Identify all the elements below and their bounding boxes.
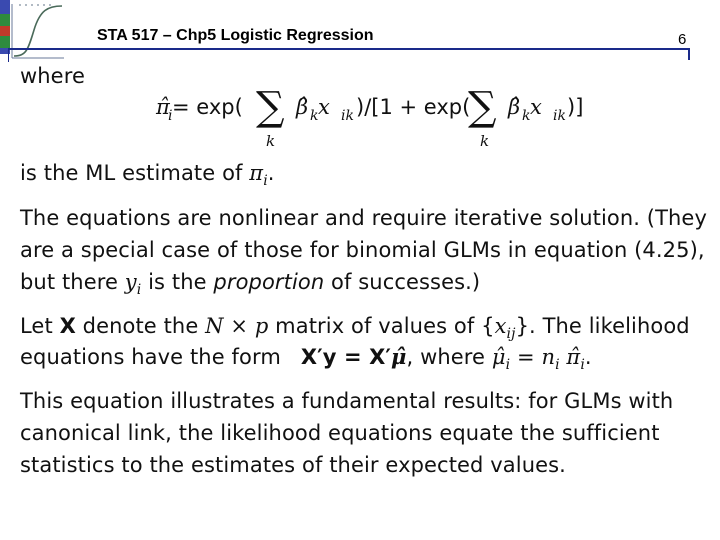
para3-denote: denote the bbox=[75, 314, 206, 338]
para3-pihat-sub: i bbox=[580, 357, 585, 374]
ml-estimate-line bbox=[20, 157, 275, 197]
para3-let: Let bbox=[20, 314, 60, 338]
formula-x-2: x bbox=[530, 95, 542, 119]
para2-line2: are a special case of those for binomial GLMs in equation (4.25), bbox=[20, 238, 705, 262]
para2-y-sub: i bbox=[136, 282, 142, 299]
para3-eq-lhs: X′y = X′ bbox=[300, 345, 392, 369]
formula-equals-exp: = exp( bbox=[172, 95, 243, 119]
para3-x: x bbox=[494, 314, 507, 338]
formula-beta-sub-1: k bbox=[310, 108, 319, 124]
para2-y: y bbox=[124, 270, 137, 294]
formula-beta-sub-2: k bbox=[522, 108, 531, 124]
para3-muhat: μ̂ bbox=[491, 345, 506, 369]
para3-N: N bbox=[205, 314, 224, 338]
para3-times: × bbox=[223, 314, 255, 338]
ml-prefix: is the ML estimate of bbox=[20, 161, 250, 185]
header-rule bbox=[8, 48, 690, 50]
formula-sum-index-1: k bbox=[266, 132, 276, 150]
para3-where: , where bbox=[406, 345, 492, 369]
formula-close: )] bbox=[567, 95, 584, 119]
para3-pihat: π̂ bbox=[559, 345, 581, 369]
page-number: 6 bbox=[678, 31, 687, 48]
formula-beta-1: β̂ bbox=[296, 95, 309, 119]
para2-line3-a: but there bbox=[20, 270, 125, 294]
para3-line2 bbox=[20, 341, 592, 381]
formula-x-sub-2: ik bbox=[553, 108, 566, 124]
formula-pihat-sub: i bbox=[168, 108, 173, 124]
where-label: where bbox=[20, 64, 85, 88]
para4-line3: statistics to the estimates of their expected values. bbox=[20, 453, 566, 477]
formula-sum-1: ∑ bbox=[256, 84, 285, 130]
para2-line3-b: is the bbox=[141, 270, 214, 294]
para3-n-sub: i bbox=[555, 357, 560, 374]
formula-beta-2: β̂ bbox=[508, 95, 521, 119]
para2-line3-c: of successes.) bbox=[324, 270, 481, 294]
para3-after: }. The likelihood bbox=[515, 314, 690, 338]
formula-sum-index-2: k bbox=[480, 132, 490, 150]
para3-p: p bbox=[254, 314, 269, 338]
para3-n: n bbox=[541, 345, 556, 369]
para3-end: . bbox=[584, 345, 592, 369]
formula-x-sub-1: ik bbox=[341, 108, 354, 124]
header-rule-right-tick bbox=[688, 48, 690, 60]
para3-matrix: matrix of values of { bbox=[268, 314, 495, 338]
para2-proportion: proportion bbox=[213, 270, 325, 294]
formula-x-1: x bbox=[318, 95, 330, 119]
ml-pi-sub: i bbox=[263, 173, 268, 190]
para3-muhat-sub: i bbox=[505, 357, 511, 374]
formula-pihat: π̂ bbox=[156, 95, 170, 119]
para4-line2: canonical link, the likelihood equations equate the sufficient bbox=[20, 421, 660, 445]
ml-pi: π bbox=[249, 161, 264, 185]
formula-sum-2: ∑ bbox=[468, 84, 497, 130]
para4-line1: This equation illustrates a fundamental results: for GLMs with bbox=[20, 389, 674, 413]
para2-line3 bbox=[20, 266, 480, 306]
ml-suffix: . bbox=[267, 161, 275, 185]
logistic-curve-logo bbox=[0, 0, 66, 62]
para3-x-sub: ij bbox=[506, 326, 516, 343]
header-rule-left-tick bbox=[8, 48, 9, 62]
para3-X: X bbox=[59, 314, 76, 338]
para3-mu: μ̂ bbox=[391, 344, 407, 369]
para3-eq: = bbox=[510, 345, 542, 369]
slide-title: STA 517 – Chp5 Logistic Regression bbox=[97, 27, 374, 44]
para3-line2-a: equations have the form bbox=[20, 345, 281, 369]
pi-hat-formula bbox=[0, 80, 720, 155]
para2-line1: The equations are nonlinear and require iterative solution. (They bbox=[20, 206, 707, 230]
formula-mid: )/[1 + exp( bbox=[356, 95, 471, 119]
